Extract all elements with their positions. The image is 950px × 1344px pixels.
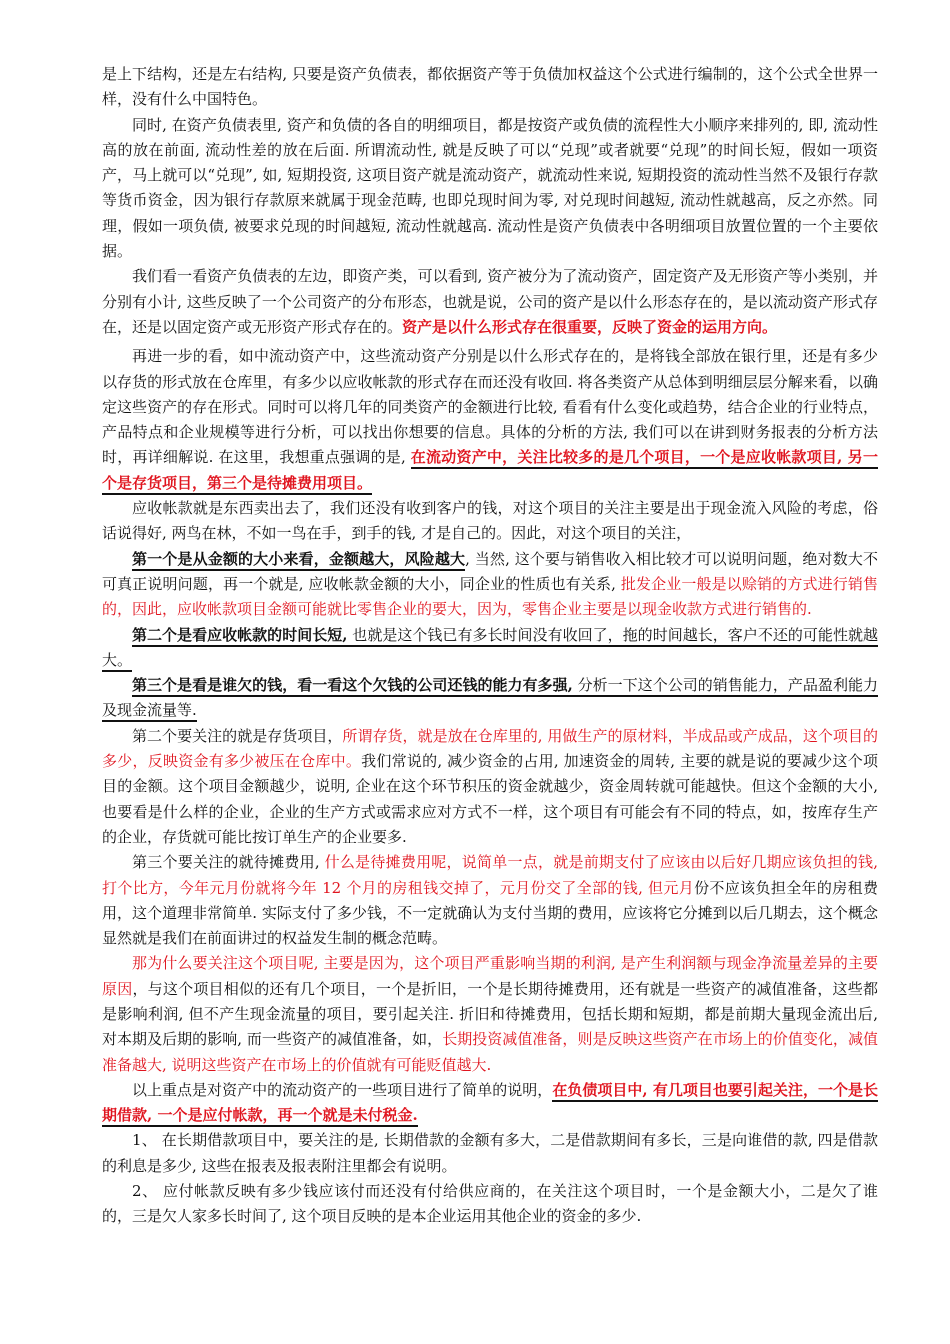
- paragraph-asset-categories: 我们看一看资产负债表的左边，即资产类，可以看到, 资产被分为了流动资产，固定资产及无形资产等小类别，并分别有小计, 这些反映了一个公司资产的分布形态，也就是说，公司的资产是以什么形态存在的，是以流动资产形式存在，还是以固定资产或无形资产形式存在的。资产是以什么形式存在很重要，反映了资金的运用方向。: [102, 267, 878, 336]
- paragraph-profit-impact: 那为什么要关注这个项目呢, 主要是因为，这个项目严重影响当期的利润, 是产生利润额与现金净流量差异的主要原因，与这个项目相似的还有几个项目，一个是折旧，一个是长期待摊费用，还有就是一些资产的减值准备，这些都是影响利润, 但不产生现金流量的项目，要引起关注. 折旧和待摊费用，包括长期和短期，都是前期大量现金流出后, 对本期及后期的影响, 而一些资产的减值准备，如，长期投资减值准备，则是反映这些资产在市场上的价值变化，减值准备越大, 说明这些资产在市场上的价值就有可能贬值越大.: [102, 954, 878, 1074]
- emphasis-asset-form: 资产是以什么形式存在很重要，反映了资金的运用方向。: [402, 317, 778, 336]
- paragraph-receivables-time: 第二个是看应收帐款的时间长短, 也就是这个钱已有多长时间没有收回了，拖的时间越长，客户不还的可能性就越大。: [102, 623, 878, 674]
- paragraph-balance-sheet-formula: 是上下结构，还是左右结构, 只要是资产负债表，都依据资产等于负债加权益这个公式进行编制的，这个公式全世界一样，没有什么中国特色。: [102, 65, 878, 109]
- heading-third-point: 第三个是看是谁欠的钱，看一看这个欠钱的公司还钱的能力有多强,: [132, 676, 573, 697]
- heading-first-point: 第一个是从金额的大小来看，金额越大，风险越大: [132, 550, 465, 571]
- paragraph-receivables-debtor: 第三个是看是谁欠的钱，看一看这个欠钱的公司还钱的能力有多强, 分析一下这个公司的销售能力，产品盈利能力及现金流量等.: [102, 673, 878, 724]
- paragraph-receivables-intro: 应收帐款就是东西卖出去了，我们还没有收到客户的钱，对这个项目的关注主要是出于现金流入风险的考虑，俗话说得好, 两鸟在林，不如一鸟在手，到手的钱, 才是自己的。因此，对这个项目的关注，: [102, 499, 878, 543]
- paragraph-current-assets: 再进一步的看，如中流动资产中，这些流动资产分别是以什么形式存在的，是将钱全部放在银行里，还是有多少以存货的形式放在仓库里，有多少以应收帐款的形式存在而还没有收回. 将各类资产从总体到明细层层分解来看，以确定这些资产的存在形式。同时可以将几年的同类资产的金额进行比较, 看看有什么变化或趋势，结合企业的行业特点，产品特点和企业规模等进行分析，可以找出你想要的信息。具体的分析的方法, 我们可以在讲到财务报表的分析方法时，再详细解说. 在这里，我想重点强调的是, 在流动资产中，关注比较多的是几个项目，一个是应收帐款项目, 另一个是存货项目，第三个是待摊费用项目。: [102, 344, 878, 496]
- paragraph-inventory: 第二个要关注的就是存货项目，所谓存货，就是放在仓库里的, 用做生产的原材料，半成品或产成品，这个项目的多少，反映资金有多少被压在仓库中。我们常说的, 减少资金的占用, 加速资金的周转, 主要的就是说的要减少这个项目的金额。这个项目金额越少，说明, 企业在这个环节积压的资金就越少，资金周转就可能越快。但这个金额的大小, 也要看是什么样的企业，企业的生产方式或需求应对方式不一样，这个项目有可能会有不同的特点，如，按库存生产的企业，存货就可能比按订单生产的企业要多.: [102, 726, 878, 846]
- emphasis-liability-items: 在负债项目中, 有几项目也要引起关注，一个是长期借款, 一个是应付帐款，再一个就是未付税金.: [102, 1081, 878, 1127]
- heading-second-point: 第二个是看应收帐款的时间长短,: [132, 626, 348, 647]
- emphasis-wholesale: 批发企业一般是以赊销的方式进行销售的，因此，应收帐款项目金额可能就比零售企业的要大，因为，零售企业主要是以现金收款方式进行销售的.: [102, 574, 878, 619]
- paragraph-liquidity-order: 同时, 在资产负债表里, 资产和负债的各自的明细项目，都是按资产或负债的流程性大小顺序来排列的, 即, 流动性高的放在前面, 流动性差的放在后面. 所谓流动性, 就是反映了可以“兑现”或者就要“兑现”的时间长短，假如一项资产，马上就可以“兑现”, 如, 短期投资, 这项目资产就是流动资产，就流动性来说, 短期投资的流动性当然不及银行存款等货币资金，因为银行存款原来就属于现金范畴, 也即兑现时间为零, 对兑现时间越短, 流动性就越高，反之亦然。同理，假如一项负债, 被要求兑现的时间越短, 流动性就越高. 流动性是资产负债表中各明细项目放置位置的一个主要依据。: [102, 115, 878, 261]
- emphasis-prepaid-definition: 什么是待摊费用呢，说简单一点，就是前期支付了应该由以后好几期应该负担的钱, 打个比方，今年元月份就将今年 12 个月的房租钱交掉了，元月份交了全部的钱, 但元月: [102, 853, 878, 897]
- emphasis-key-current-items: 在流动资产中，关注比较多的是几个项目，一个是应收帐款项目, 另一个是存货项目，第三个是待摊费用项目。: [102, 448, 878, 494]
- emphasis-inventory-definition: 所谓存货，就是放在仓库里的, 用做生产的原材料，半成品或产成品，这个项目的多少，反映资金有多少被压在仓库中。: [102, 726, 878, 771]
- paragraph-receivables-amount: 第一个是从金额的大小来看，金额越大，风险越大, 当然, 这个要与销售收入相比较才可以说明问题，绝对数大不可真正说明问题，再一个就是, 应收帐款金额的大小，同企业的性质也有关系, 批发企业一般是以赊销的方式进行销售的，因此，应收帐款项目金额可能就比零售企业的要大，因为，零售企业主要是以现金收款方式进行销售的.: [102, 549, 878, 619]
- document-page: [102, 62, 878, 1230]
- paragraph-prepaid-expenses: 第三个要关注的就待摊费用, 什么是待摊费用呢，说简单一点，就是前期支付了应该由以后好几期应该负担的钱, 打个比方，今年元月份就将今年 12 个月的房租钱交掉了，元月份交了全部的钱, 但元月份不应该负担全年的房租费用，这个道理非常简单. 实际支付了多少钱，不一定就确认为支付当期的费用，应该将它分摊到以后几期去，这个概念显然就是我们在前面讲过的权益发生制的概念范畴。: [102, 853, 878, 948]
- list-item-long-term-loans: 1、 在长期借款项目中，要关注的是, 长期借款的金额有多大，二是借款期间有多长，三是向谁借的款, 四是借款的利息是多少, 这些在报表及报表附注里都会有说明。: [102, 1131, 878, 1175]
- list-item-accounts-payable: 2、 应付帐款反映有多少钱应该付而还没有付给供应商的，在关注这个项目时，一个是金额大小，二是欠了谁的，三是欠人家多长时间了, 这个项目反映的是本企业运用其他企业的资金的多少.: [102, 1182, 878, 1226]
- paragraph-liabilities-intro: 以上重点是对资产中的流动资产的一些项目进行了简单的说明，在负债项目中, 有几项目也要引起关注，一个是长期借款, 一个是应付帐款，再一个就是未付税金.: [102, 1078, 878, 1129]
- emphasis-profit-difference: 那为什么要关注这个项目呢, 主要是因为，这个项目严重影响当期的利润, 是产生利润额与现金净流量差异的主要原因: [102, 954, 878, 998]
- emphasis-impairment: 长期投资减值准备，则是反映这些资产在市场上的价值变化，减值准备越大, 说明这些资产在市场上的价值就有可能贬值越大.: [102, 1030, 878, 1074]
